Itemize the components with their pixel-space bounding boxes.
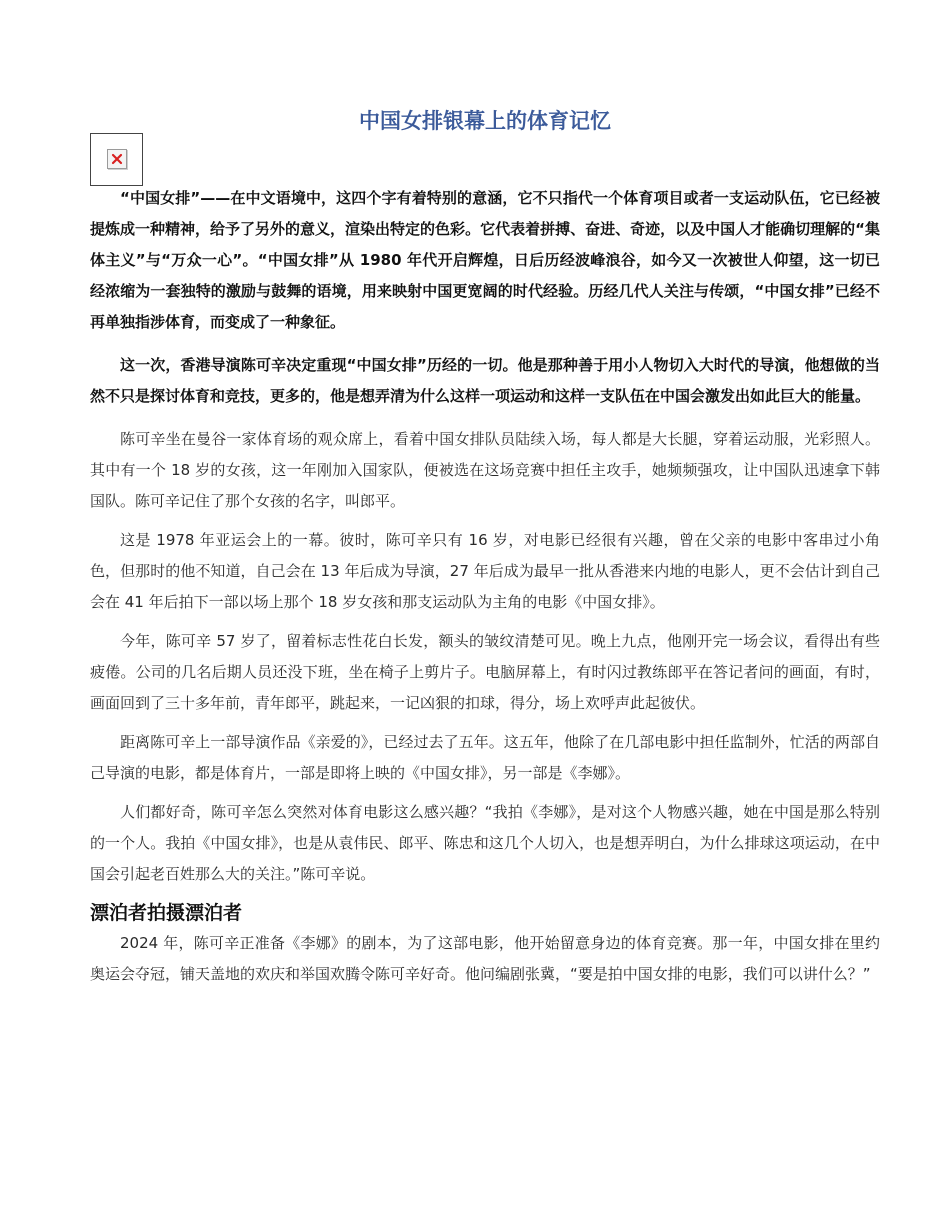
red-x-icon — [111, 153, 123, 165]
paragraph-5: 今年，陈可辛 57 岁了，留着标志性花白长发，额头的皱纹清楚可见。晚上九点，他刚开完一场会议，看得出有些疲倦。公司的几名后期人员还没下班，坐在椅子上剪片子。电脑屏幕上，有时闪过教练郎平在答记者问的画面，有时，画面回到了三十多年前，青年郎平，跳起来，一记凶狠的扣球，得分，场上欢呼声此起彼伏。 — [90, 632, 880, 712]
paragraph-7: 人们都好奇，陈可辛怎么突然对体育电影这么感兴趣？“我拍《李娜》，是对这个人物感兴趣，她在中国是那么特别的一个人。我拍《中国女排》，也是从袁伟民、郎平、陈忠和这几个人切入，也是想弄明白，为什么排球这项运动，在中国会引起老百姓那么大的关注。”陈可辛说。 — [90, 803, 880, 883]
section-heading: 漂泊者拍摄漂泊者 — [90, 902, 243, 924]
broken-image-icon — [107, 149, 127, 169]
section-paragraph-1: 2024 年，陈可辛正准备《李娜》的剧本，为了这部电影，他开始留意身边的体育竞赛。那一年，中国女排在里约奥运会夺冠，铺天盖地的欢庆和举国欢腾令陈可辛好奇。他问编剧张冀，“要是拍中国女排的电影，我们可以讲什么？” — [90, 934, 880, 983]
paragraph-2: 这一次，香港导演陈可辛决定重现“中国女排”历经的一切。他是那种善于用小人物切入大时代的导演，他想做的当然不只是探讨体育和竞技，更多的，他是想弄清为什么这样一项运动和这样一支队伍在中国会激发出如此巨大的能量。 — [90, 356, 880, 405]
paragraph-3: 陈可辛坐在曼谷一家体育场的观众席上，看着中国女排队员陆续入场，每人都是大长腿，穿着运动服，光彩照人。其中有一个 18 岁的女孩，这一年刚加入国家队，便被选在这场竞赛中担任主攻手，她频频强攻，让中国队迅速拿下韩国队。陈可辛记住了那个女孩的名字，叫郎平。 — [90, 430, 880, 510]
paragraph-6: 距离陈可辛上一部导演作品《亲爱的》，已经过去了五年。这五年，他除了在几部电影中担任监制外，忙活的两部自己导演的电影，都是体育片，一部是即将上映的《中国女排》，另一部是《李娜》。 — [90, 733, 880, 782]
paragraph-4: 这是 1978 年亚运会上的一幕。彼时，陈可辛只有 16 岁，对电影已经很有兴趣，曾在父亲的电影中客串过小角色，但那时的他不知道，自己会在 13 年后成为导演，27 年后成为最早一批从香港来内地的电影人，更不会估计到自己会在 41 年后拍下一部以场上那个 18 岁女孩和那支运动队为主角的电影《中国女排》。 — [90, 531, 880, 611]
article-title: 中国女排银幕上的体育记忆 — [359, 109, 611, 133]
paragraph-1: “中国女排”——在中文语境中，这四个字有着特别的意涵，它不只指代一个体育项目或者一支运动队伍，它已经被提炼成一种精神，给予了另外的意义，渲染出特定的色彩。它代表着拼搏、奋进、奇迹，以及中国人才能确切理解的“集体主义”与“万众一心”。“中国女排”从 1980 年代开启辉煌，日后历经波峰浪谷，如今又一次被世人仰望，这一切已经浓缩为一套独特的激励与鼓舞的语境，用来映射中国更宽阔的时代经验。历经几代人关注与传颂，“中国女排”已经不再单独指涉体育，而变成了一种象征。 — [90, 189, 880, 331]
article-body — [90, 183, 880, 990]
broken-image-placeholder — [90, 133, 143, 186]
